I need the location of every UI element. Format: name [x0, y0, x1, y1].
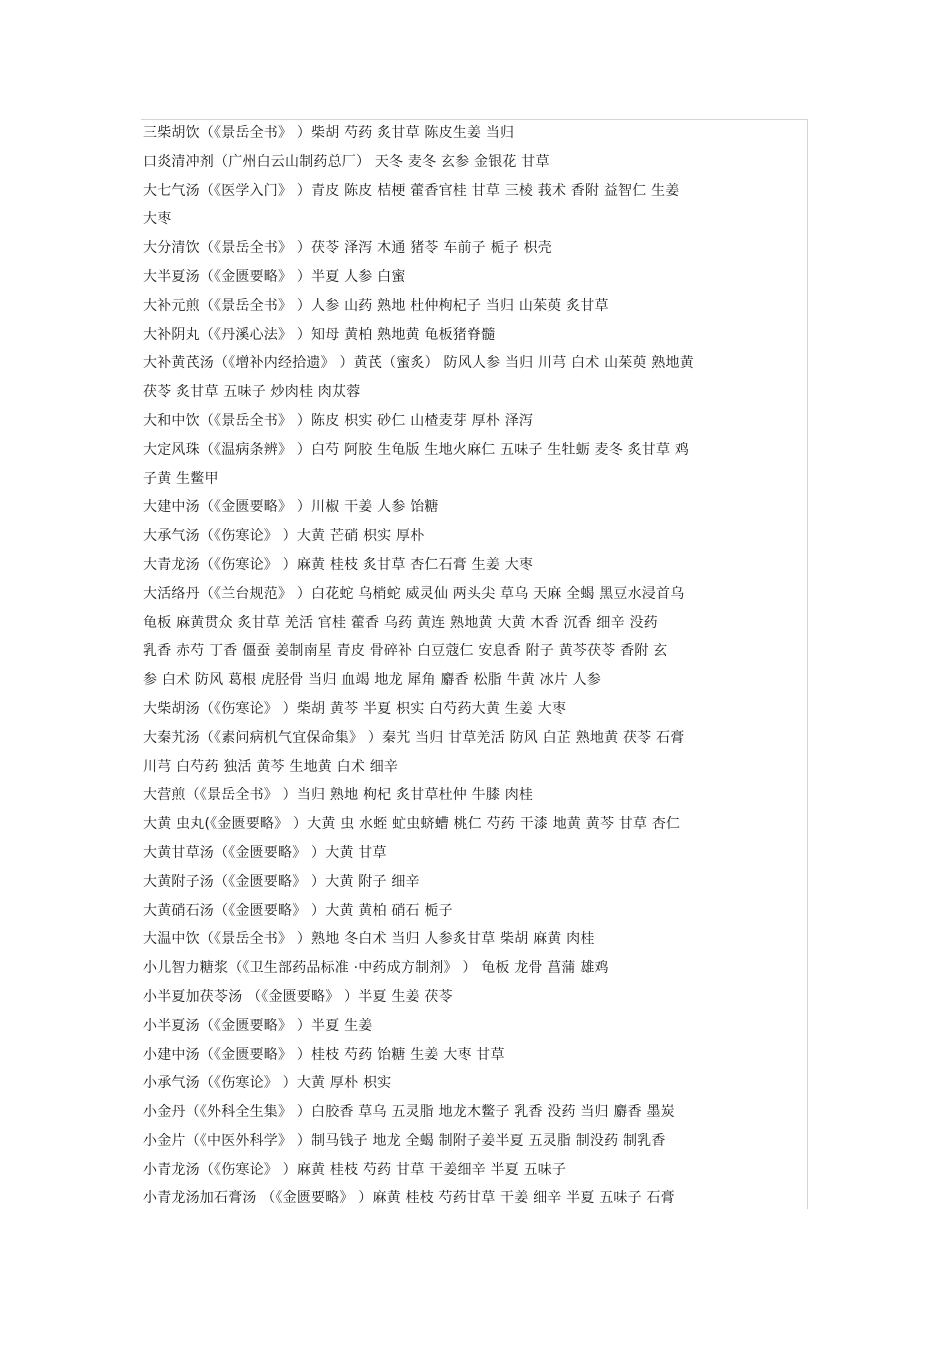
prescription-list: [143, 119, 807, 1209]
text-line: 大柴胡汤（《伤寒论》 ）柴胡 黄芩 半夏 枳实 白芍药大黄 生姜 大枣: [143, 700, 567, 717]
text-line: 龟板 麻黄贯众 炙甘草 羌活 官桂 藿香 乌药 黄连 熟地黄 大黄 木香 沉香 细辛 没药: [143, 614, 658, 631]
text-line: 大秦艽汤（《素问病机气宜保命集》 ）秦艽 当归 甘草羌活 防风 白芷 熟地黄 茯苓 石膏: [143, 729, 685, 746]
text-line: 小青龙汤（《伤寒论》 ）麻黄 桂枝 芍药 甘草 干姜细辛 半夏 五味子: [143, 1161, 567, 1178]
text-line: 大补元煎（《景岳全书》 ）人参 山药 熟地 杜仲枸杞子 当归 山茱萸 炙甘草: [143, 297, 609, 314]
text-line: 大枣: [143, 211, 172, 228]
text-line: 大半夏汤（《金匮要略》 ）半夏 人参 白蜜: [143, 268, 406, 285]
text-line: 川芎 白芍药 独活 黄芩 生地黄 白术 细辛: [143, 758, 399, 775]
text-line: 大补阴丸（《丹溪心法》 ）知母 黄柏 熟地黄 龟板猪脊髓: [143, 326, 496, 343]
text-line: 大补黄芪汤（《增补内经拾遗》 ）黄芪（蜜炙） 防风人参 当归 川芎 白术 山茱萸 熟地黄: [143, 355, 694, 372]
text-line: 子黄 生鳖甲: [143, 470, 219, 487]
text-line: 小半夏加茯苓汤 （《金匮要略》 ）半夏 生姜 茯苓: [143, 988, 453, 1005]
text-line: 大活络丹（《兰台规范》 ）白花蛇 乌梢蛇 威灵仙 两头尖 草乌 天麻 全蝎 黑豆水浸首乌: [143, 585, 685, 602]
text-line: 三柴胡饮（《景岳全书》 ）柴胡 芍药 炙甘草 陈皮生姜 当归: [143, 125, 515, 141]
text-line: 小半夏汤（《金匮要略》 ）半夏 生姜: [143, 1017, 373, 1034]
text-line: 参 白术 防风 葛根 虎胫骨 当归 血竭 地龙 犀角 麝香 松脂 牛黄 冰片 人参: [143, 672, 602, 689]
text-line: 大建中汤（《金匮要略》 ）川椒 干姜 人参 饴糖: [143, 499, 439, 516]
text-line: 大营煎（《景岳全书》 ）当归 熟地 枸杞 炙甘草杜仲 牛膝 肉桂: [143, 787, 534, 804]
text-line: 大七气汤（《医学入门》 ）青皮 陈皮 桔梗 藿香官桂 甘草 三棱 莪术 香附 益智仁 生姜: [143, 182, 680, 199]
text-line: 大黄硝石汤（《金匮要略》 ）大黄 黄柏 硝石 栀子: [143, 902, 453, 919]
text-line: 大黄 虫丸(《金匮要略》 ）大黄 虫 水蛭 虻虫蛴螬 桃仁 芍药 干漆 地黄 黄芩 甘草 杏仁: [143, 816, 681, 833]
text-line: 大黄附子汤（《金匮要略》 ）大黄 附子 细辛: [143, 873, 420, 890]
text-line: 大承气汤（《伤寒论》 ）大黄 芒硝 枳实 厚朴: [143, 528, 425, 545]
text-line: 大青龙汤（《伤寒论》 ）麻黄 桂枝 炙甘草 杏仁石膏 生姜 大枣: [143, 556, 534, 573]
text-line: 口炎清冲剂（广州白云山制药总厂） 天冬 麦冬 玄参 金银花 甘草: [143, 153, 550, 170]
text-line: 乳香 赤芍 丁香 僵蚕 姜制南星 青皮 骨碎补 白豆蔻仁 安息香 附子 黄芩茯苓 香附 玄: [143, 643, 668, 660]
text-line: 大和中饮（《景岳全书》 ）陈皮 枳实 砂仁 山楂麦芽 厚朴 泽泻: [143, 412, 534, 429]
text-line: 大温中饮（《景岳全书》 ）熟地 冬白术 当归 人参炙甘草 柴胡 麻黄 肉桂: [143, 931, 595, 948]
text-line: 茯苓 炙甘草 五味子 炒肉桂 肉苁蓉: [143, 384, 361, 401]
text-line: 大黄甘草汤（《金匮要略》 ）大黄 甘草: [143, 844, 387, 861]
text-line: 小建中汤（《金匮要略》 ）桂枝 芍药 饴糖 生姜 大枣 甘草: [143, 1046, 505, 1063]
text-line: 小金丹（《外科全生集》 ）白胶香 草乌 五灵脂 地龙木鳖子 乳香 没药 当归 麝香 墨炭: [143, 1104, 675, 1121]
text-line: 大定风珠（《温病条辨》 ）白芍 阿胶 生龟版 生地火麻仁 五味子 生牡蛎 麦冬 炙甘草 鸡: [143, 441, 690, 458]
text-line: 小承气汤（《伤寒论》 ）大黄 厚朴 枳实: [143, 1075, 392, 1092]
text-line: 小儿智力糖浆（《卫生部药品标准 ·中药成方制剂》 ） 龟板 龙骨 菖蒲 雄鸡: [143, 960, 609, 977]
text-line: 大分清饮（《景岳全书》 ）茯苓 泽泻 木通 猪苓 车前子 栀子 枳壳: [143, 240, 552, 257]
text-line: 小金片（《中医外科学》 ）制马钱子 地龙 全蝎 制附子姜半夏 五灵脂 制没药 制乳香: [143, 1132, 666, 1149]
text-line: 小青龙汤加石膏汤 （《金匮要略》 ）麻黄 桂枝 芍药甘草 干姜 细辛 半夏 五味子 石膏: [143, 1190, 675, 1207]
